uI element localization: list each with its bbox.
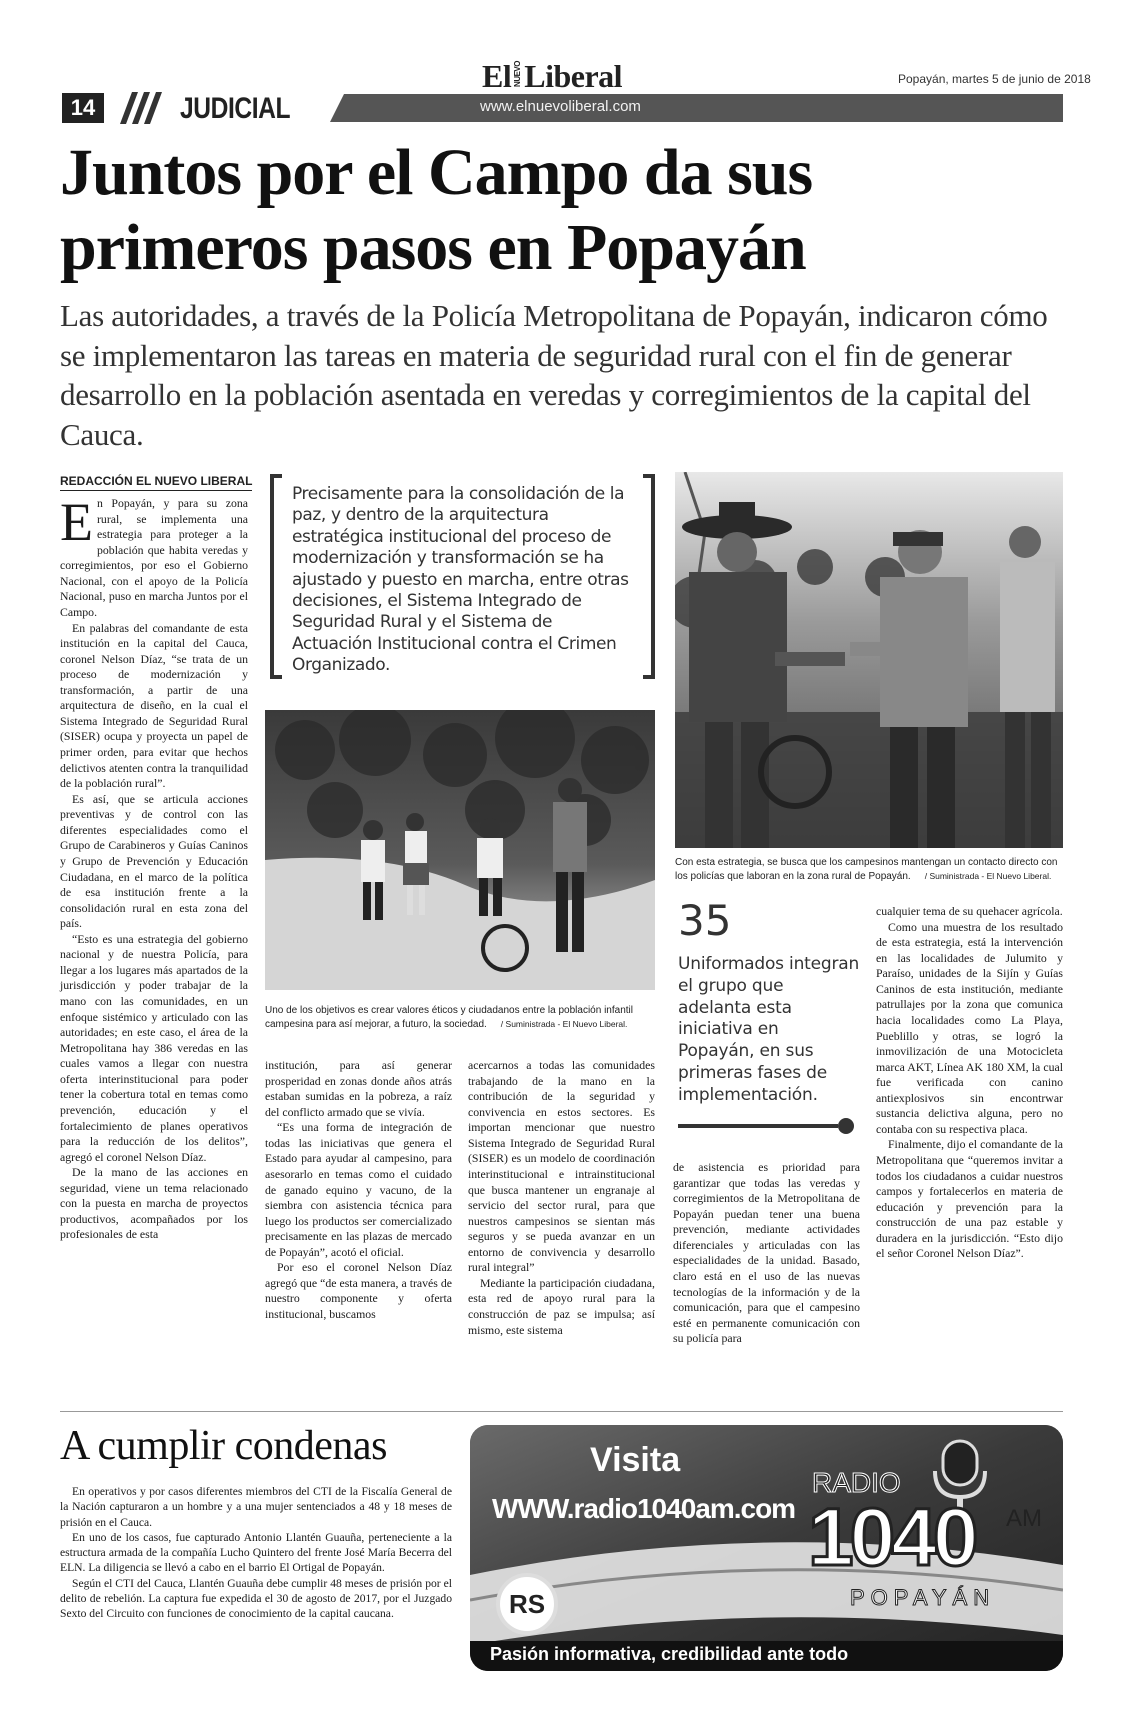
paragraph: De la mano de las acciones en seguridad, viene un tema relacionado con la puesta en marcha de proyectos productivos, acompañados por los profesionales de esta	[60, 1165, 248, 1242]
paragraph: Según el CTI del Cauca, Llantén Guauña debe cumplir 48 meses de prisión por el delito de rebelión. La captura fue expedida el 30 de agosto de 2017, por el Juzgado Sexto del Circuito con funciones de conocimiento de la capital caucana.	[60, 1576, 452, 1621]
section-rule	[60, 1411, 1063, 1412]
header-bar	[330, 94, 1063, 122]
pull-quote-text: Precisamente para la consolidación de la paz, y dentro de la arquitectura estratégica institucional del proceso de modernización y transformación se ha ajustado y puesto en marcha, entre otras decisiones, el Sistema Integrado de Seguridad Rural y el Sistema de Actuación Institucional contra el Crimen Organizado.	[292, 484, 629, 676]
paragraph: Mediante la participación ciudadana, esta red de apoyo rural para la construcción de paz se impulsa; así mismo, este sistema	[468, 1275, 655, 1337]
article2-title: A cumplir condenas	[60, 1423, 387, 1469]
article-title: Juntos por el Campo da sus primeros pasos en Popayán	[60, 136, 813, 285]
paragraph: En palabras del comandante de esta institución en la capital del Cauca, coronel Nelson Díaz, “se trata de un proceso de modernización y transformación, a partir de una arquitectura de diseño, en la cual el Sistema Integrado de Seguridad Rural (SISER) ocupa y proyecta un papel de primer orden, para evitar que hechos delictivos atenten contra la tranquilidad de la población rural”.	[60, 620, 248, 791]
dateline: Popayán, martes 5 de junio de 2018	[898, 72, 1091, 86]
article-column-4	[673, 1160, 860, 1347]
newspaper-logo	[482, 58, 622, 95]
ad-slogan: Pasión informativa, credibilidad ante todo	[490, 1644, 849, 1664]
paragraph: Como una muestra de los resultado de esta estrategia, está la intervención en las localidades de Julumito y Paraíso, unidades de la Sijín y Guías Caninos de esta institución, mediante patrullajes por la zona que comunica hacia localidades como La Playa, Pueblillo y otras, se logró la inmovilización de una Motocicleta marca AKT, Línea AK 180 XM, la cual fue verificada con canino antiexplosivos sin encontrwar sustancia delictiva alguna, pero no contaba con su respectiva placa.	[876, 919, 1063, 1136]
rs-logo-icon	[496, 1573, 558, 1635]
paragraph: institución, para así generar prosperidad en zonas donde años atrás estaban sumidas en la pobreza, a raíz del conflicto armado que se vivía.	[265, 1058, 452, 1119]
ad-frequency: 1040	[808, 1492, 975, 1583]
stat-divider-dot	[838, 1118, 854, 1134]
stat-box	[678, 896, 860, 1106]
article2-body	[60, 1484, 452, 1622]
article-lead: Las autoridades, a través de la Policía Metropolitana de Popayán, indicaron cómo se implementaron las tareas en materia de seguridad rural con el fin de generar desarrollo en la población asentada en veredas y corregimientos de la capital del Cauca.	[60, 298, 1048, 453]
paragraph: En uno de los casos, fue capturado Antonio Llantén Guauña, perteneciente a la estructura armada de la compañía Lucho Quintero del frente José María Becerra del ELN. La diligencia se llevó a cabo en el barrio El Ortigal de Popayán.	[60, 1530, 452, 1575]
pull-quote	[270, 474, 655, 679]
ad-am: AM	[1006, 1505, 1042, 1532]
photo-children-police	[265, 710, 655, 990]
paragraph: de asistencia es prioridad para garantizar que todas las veredas y corregimientos de la Metropolitana de Popayán puedan tener una buena prevención, mediante actividades diferenciales y articuladas con las especialidades de la unidad. Basado, claro está en el uso de las nuevas tecnologías de la información y de la comunicación, para que el campesino esté en permanente comunicación con su policía para	[673, 1160, 860, 1346]
website-url[interactable]: www.elnuevoliberal.com	[480, 98, 641, 115]
logo-liberal: Liberal	[524, 58, 623, 94]
photo2-credit: / Suministrada - El Nuevo Liberal.	[924, 870, 1052, 881]
logo-nuevo: NUEVO	[513, 61, 523, 87]
paragraph: acercarnos a todas las comunidades trabajando de la mano en la contribución de la seguridad y convivencia en estos sectores. Es importan mencionar que nuestro Sistema Integrado de Seguridad Rural (SISER) es un modelo de coordinación interinstitucional e intrainstitucional que busca mantener un engranaje al servicio del sector rural, para que nuestros campesinos se sientan más seguros y se pueda avanzar en un entorno de convivencia y desarrollo rural integral”	[468, 1058, 655, 1275]
section-title: JUDICIAL	[180, 92, 291, 125]
article-column-1	[60, 492, 248, 1243]
article-column-2	[265, 1058, 452, 1323]
stat-text: Uniformados integran el grupo que adelanta esta iniciativa en Popayán, en sus primeras fases de implementación.	[678, 954, 860, 1105]
paragraph: Finalmente, dijo el comandante de la Metropolitana que “queremos invitar a todos los ciudadanos a cuidar nuestros campos y fortalecerlos en materia de educación y prevención para la construcción de una paz estable y duradera en la jurisdicción. “Esto dijo el señor Coronel Nelson Díaz”.	[876, 1137, 1063, 1261]
rs-logo-text: RS	[508, 1589, 546, 1619]
paragraph: Por eso el coronel Nelson Díaz agregó que “de esta manera, a través de nuestro componente y oferta institucional, buscamos	[265, 1260, 452, 1321]
page-number: 14	[62, 93, 104, 123]
photo1-credit: / Suministrada - El Nuevo Liberal.	[500, 1018, 628, 1029]
photo1-caption: Uno de los objetivos es crear valores éticos y ciudadanos entre la población infantil campesina para así mejorar, a futuro, la sociedad. / Suministrada - El Nuevo Liberal.	[265, 1005, 633, 1030]
ad-url[interactable]: WWW.radio1040am.com	[492, 1493, 796, 1524]
paragraph: En Popayán, y para su zona rural, se implementa una estrategia para proteger a la población que habita veredas y corregimientos, por eso el Gobierno Nacional, con el apoyo de la Policía Nacional, puso en marcha Juntos por el Campo.	[60, 492, 248, 619]
byline: REDACCIÓN EL NUEVO LIBERAL	[60, 474, 252, 491]
paragraph: En operativos y por casos diferentes miembros del CTI de la Fiscalía General de la Nación capturaron a un hombre y a una mujer sentenciados a 48 y 18 meses de prisión en el Cauca.	[60, 1485, 452, 1529]
photo2-caption: Con esta estrategia, se busca que los campesinos mantengan un contacto directo con los policías que laboran en la zona rural de Popayán. / Suministrada - El Nuevo Liberal.	[675, 857, 1058, 882]
drop-cap: E	[60, 492, 93, 552]
paragraph: “Es una forma de integración de todas las iniciativas que genera el Estado para ayudar al campesino, para asesorarlo en temas como el cuidado de ganado equino y vacuno, de la siembra con asistencia técnica para luego los productos ser comercializado precisamente en las plazas de mercado de Popayán”, acotó el oficial.	[265, 1120, 452, 1259]
paragraph: cualquier tema de su quehacer agrícola.	[876, 904, 1063, 918]
paragraph: “Esto es una estrategia del gobierno nacional y de nuestra Policía, para llegar a los lugares más apartados de la jurisdicción y poder trabajar de la mano con las comunidades, en un enfoque sistémico y articulado con las autoridades; en este caso, el área de la Metropolitana hay 386 veredas en las cuales vamos a llegar con nuestra oferta interinstitucional para poder tener la cobertura total en temas como prevención, educación y el fortalecimiento de planes operativos para la reducción de los delitos”, agregó el coronel Nelson Díaz.	[60, 931, 248, 1164]
logo-el: El	[482, 58, 512, 94]
ad-city: POPAYÁN	[850, 1585, 996, 1610]
radio-advertisement[interactable]	[470, 1425, 1063, 1671]
ad-radio-label: RADIO	[812, 1467, 901, 1498]
stat-divider	[678, 1124, 838, 1128]
ad-visita: Visita	[590, 1441, 681, 1479]
section-slashes-icon	[110, 92, 164, 124]
photo-police-handshake	[675, 472, 1063, 848]
paragraph: Es así, que se articula acciones preventivas y de control con las diferentes especialidades como el Grupo de Carabineros y Guías Caninos y Grupo de Prevención y Educación Ciudadana, en el marco de la política de esa institución frente a la consolidación rural en esta zona del país.	[60, 791, 248, 931]
stat-number: 35	[678, 896, 732, 945]
article-column-3	[468, 1058, 655, 1338]
bracket-left	[270, 474, 282, 679]
bracket-right	[643, 474, 655, 679]
article-column-5	[876, 904, 1063, 1262]
